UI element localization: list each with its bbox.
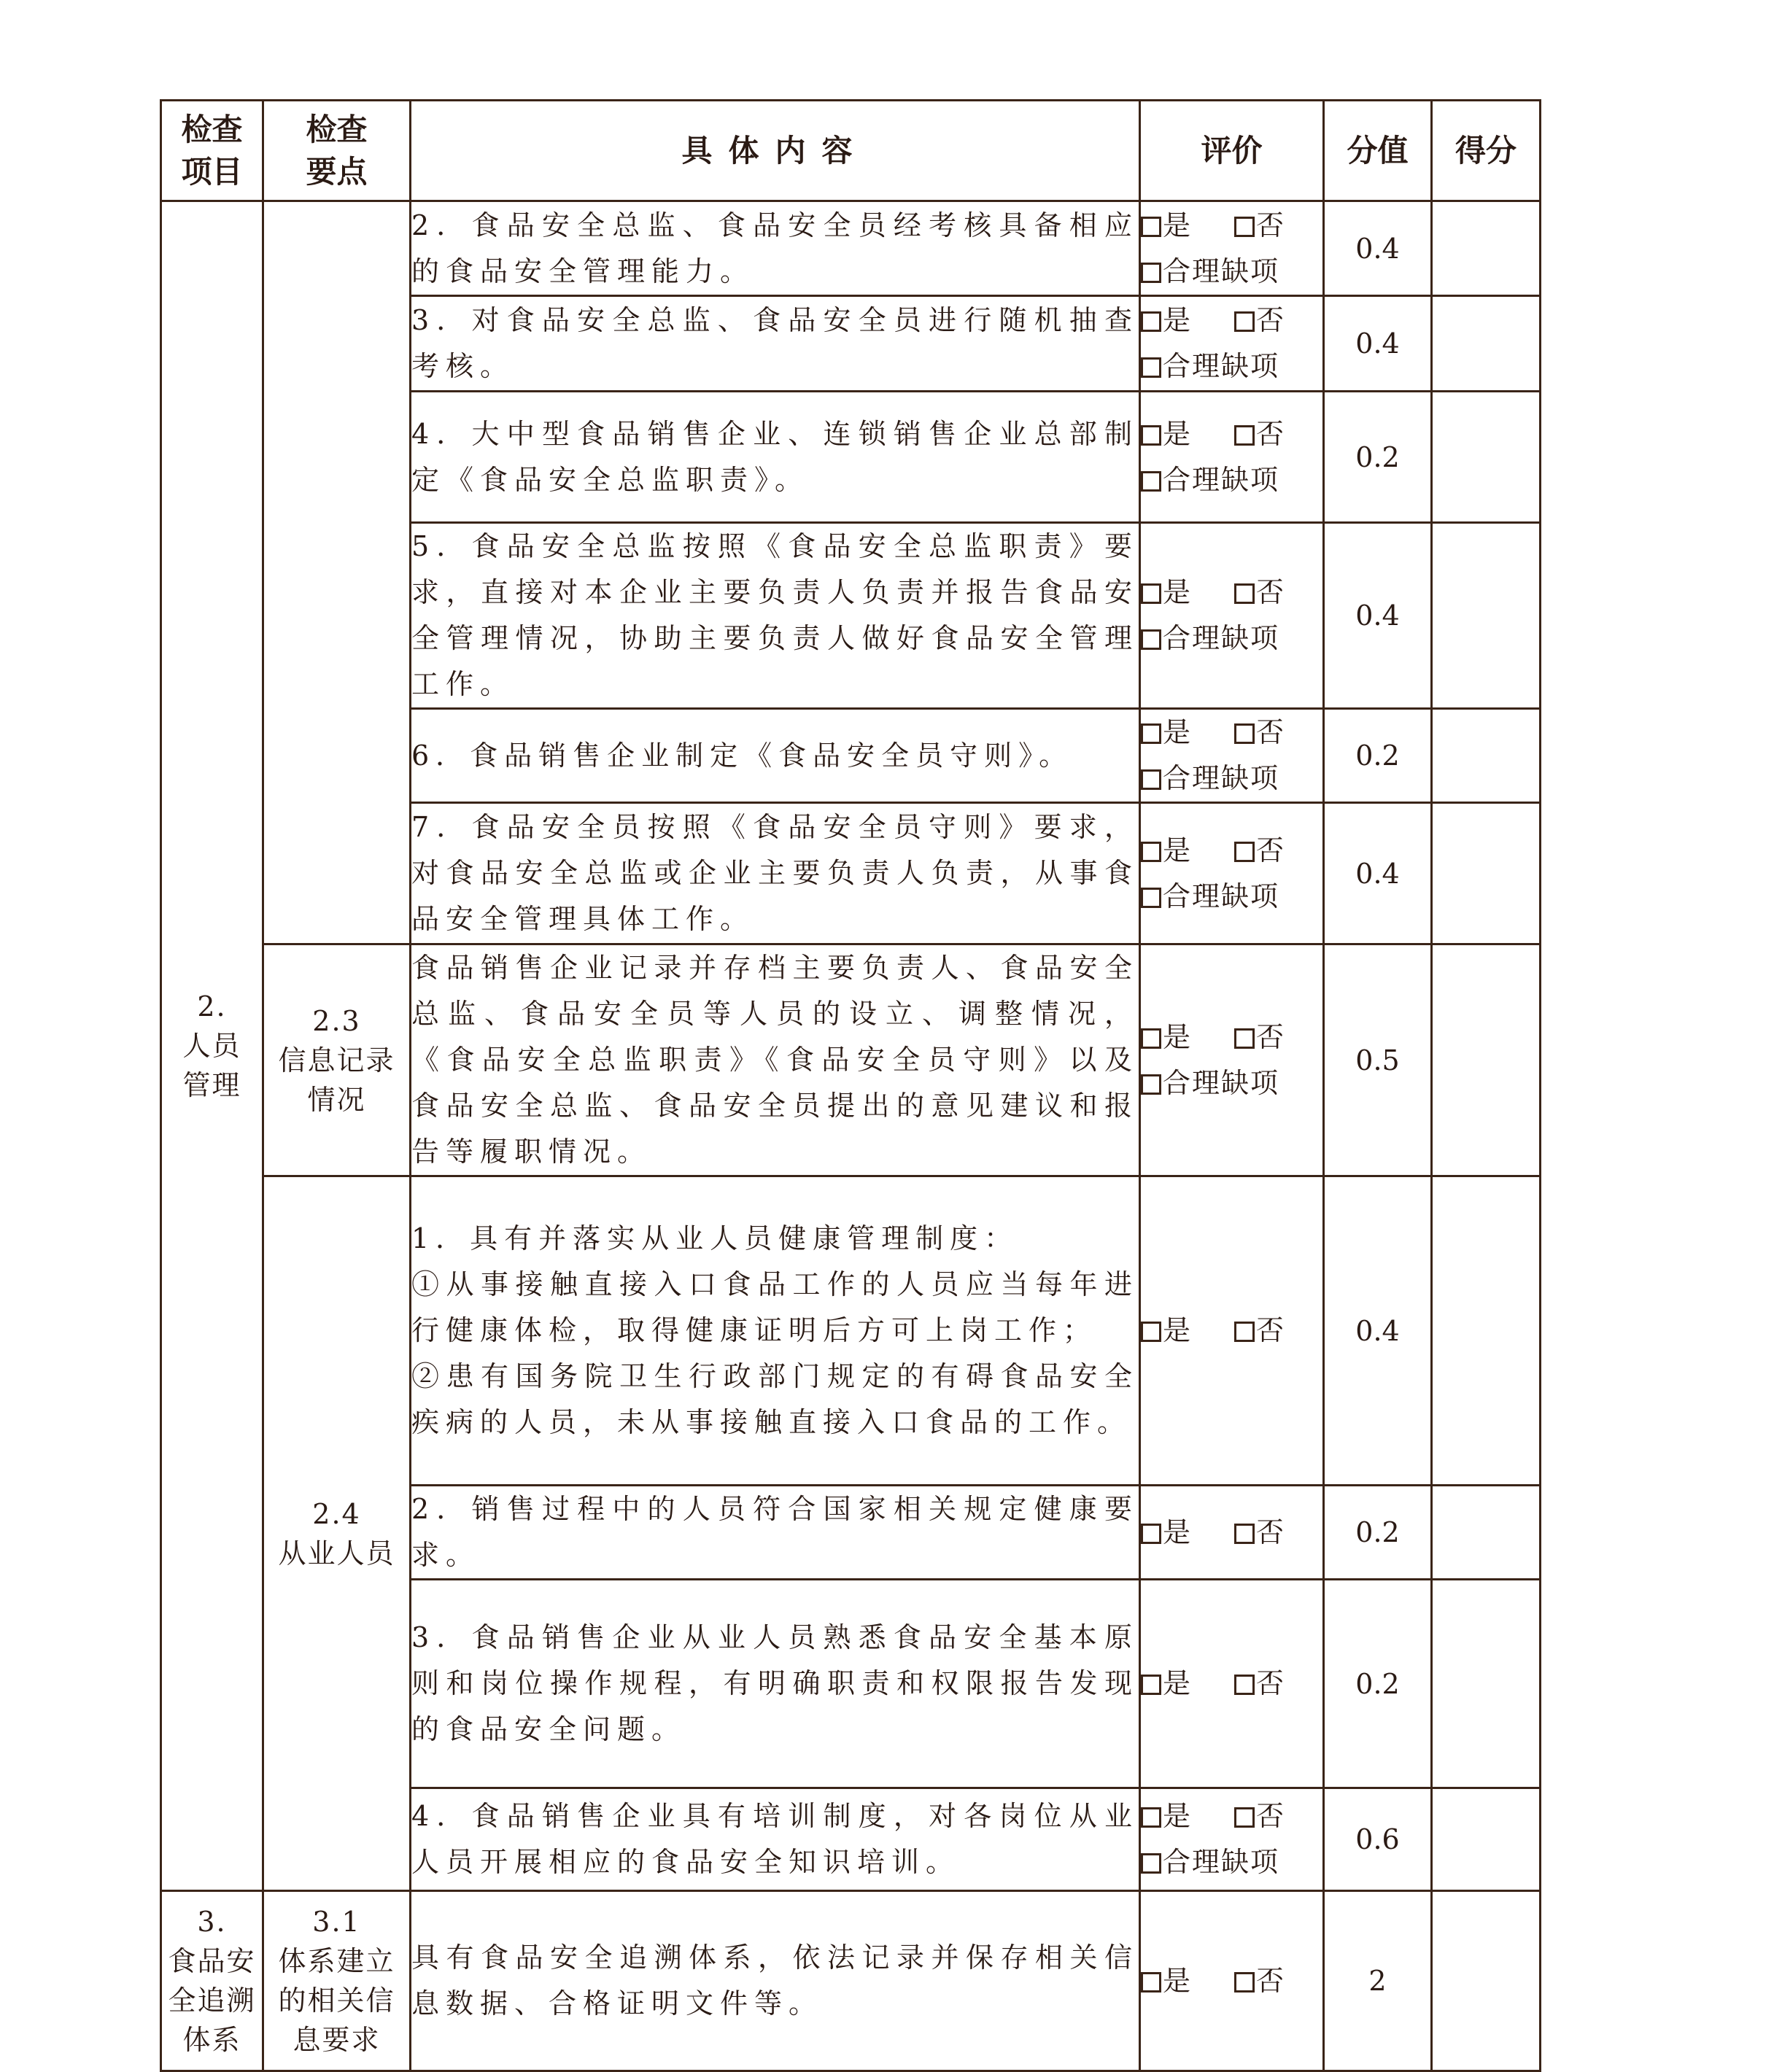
yes-checkbox[interactable]: 是 [1141,1661,1192,1707]
no-checkbox[interactable]: 否 [1234,710,1285,756]
no-checkbox[interactable]: 否 [1234,1661,1285,1707]
yes-checkbox[interactable]: 是 [1141,710,1192,756]
group-personnel-management: 2. 人员 管理 [161,201,263,1891]
yes-checkbox[interactable]: 是 [1141,1014,1192,1060]
score-value: 0.4 [1324,803,1432,944]
yes-checkbox[interactable]: 是 [1141,1793,1192,1839]
yes-checkbox[interactable]: 是 [1141,570,1192,616]
score-value: 2 [1324,1891,1432,2071]
no-checkbox[interactable]: 否 [1234,1958,1285,2004]
obtained-score-cell[interactable] [1432,296,1541,392]
score-value: 0.4 [1324,1176,1432,1486]
row-content: 3．食品销售企业从业人员熟悉食品安全基本原则和岗位操作规程，有明确职责和权限报告发现的食品安全问题。 [411,1580,1140,1788]
obtained-score-cell[interactable] [1432,1486,1541,1580]
obtained-score-cell[interactable] [1432,201,1541,296]
obtained-score-cell[interactable] [1432,944,1541,1176]
row-content: 6．食品销售企业制定《食品安全员守则》。 [411,709,1140,803]
header-check-item: 检查 项目 [161,101,263,201]
obtained-score-cell[interactable] [1432,1788,1541,1891]
yes-checkbox[interactable]: 是 [1141,1308,1192,1354]
obtained-score-cell[interactable] [1432,392,1541,523]
no-checkbox[interactable]: 否 [1234,411,1285,457]
na-checkbox[interactable]: 合理缺项 [1141,1839,1279,1885]
obtained-score-cell[interactable] [1432,523,1541,709]
table-row [161,1891,1541,2071]
evaluation-options [1140,296,1324,392]
point-info-record: 2.3 信息记录 情况 [263,944,411,1176]
yes-checkbox[interactable]: 是 [1141,203,1192,249]
yes-checkbox[interactable]: 是 [1141,1958,1192,2004]
table-row [161,1176,1541,1486]
evaluation-options [1140,1891,1324,2071]
na-checkbox[interactable]: 合理缺项 [1141,874,1279,920]
no-checkbox[interactable]: 否 [1234,298,1285,344]
row-content: 7．食品安全员按照《食品安全员守则》要求，对食品安全总监或企业主要负责人负责，从事食品安全管理具体工作。 [411,803,1140,944]
na-checkbox[interactable]: 合理缺项 [1141,756,1279,802]
header-row [161,101,1541,201]
evaluation-options [1140,523,1324,709]
evaluation-options [1140,709,1324,803]
obtained-score-cell[interactable] [1432,1176,1541,1486]
obtained-score-cell[interactable] [1432,1891,1541,2071]
row-content: 2．销售过程中的人员符合国家相关规定健康要求。 [411,1486,1140,1580]
row-content: 5．食品安全总监按照《食品安全总监职责》要求，直接对本企业主要负责人负责并报告食品安全管理情况，协助主要负责人做好食品安全管理工作。 [411,523,1140,709]
no-checkbox[interactable]: 否 [1234,1308,1285,1354]
na-checkbox[interactable]: 合理缺项 [1141,1060,1279,1106]
table-row [161,201,1541,296]
no-checkbox[interactable]: 否 [1234,570,1285,616]
score-value: 0.4 [1324,201,1432,296]
header-score: 分值 [1324,101,1432,201]
row-content: 4．食品销售企业具有培训制度，对各岗位从业人员开展相应的食品安全知识培训。 [411,1788,1140,1891]
evaluation-options [1140,803,1324,944]
score-value: 0.2 [1324,709,1432,803]
no-checkbox[interactable]: 否 [1234,1014,1285,1060]
point-practitioners: 2.4 从业人员 [263,1176,411,1891]
no-checkbox[interactable]: 否 [1234,1793,1285,1839]
evaluation-options [1140,1486,1324,1580]
score-value: 0.2 [1324,1580,1432,1788]
yes-checkbox[interactable]: 是 [1141,298,1192,344]
point-system-establishment: 3.1 体系建立 的相关信 息要求 [263,1891,411,2071]
na-checkbox[interactable]: 合理缺项 [1141,249,1279,295]
na-checkbox[interactable]: 合理缺项 [1141,344,1279,389]
evaluation-options [1140,1176,1324,1486]
obtained-score-cell[interactable] [1432,709,1541,803]
obtained-score-cell[interactable] [1432,803,1541,944]
score-value: 0.2 [1324,392,1432,523]
na-checkbox[interactable]: 合理缺项 [1141,457,1279,503]
row-content: 1．具有并落实从业人员健康管理制度： ①从事接触直接入口食品工作的人员应当每年进行健康体检，取得健康证明后方可上岗工作； ②患有国务院卫生行政部门规定的有碍食品安全疾病的人员，未从事接触直接入口食品的工作。 [411,1176,1140,1486]
evaluation-options [1140,1580,1324,1788]
row-content: 2．食品安全总监、食品安全员经考核具备相应的食品安全管理能力。 [411,201,1140,296]
row-content: 具有食品安全追溯体系，依法记录并保存相关信息数据、合格证明文件等。 [411,1891,1140,2071]
row-content: 食品销售企业记录并存档主要负责人、食品安全总监、食品安全员等人员的设立、调整情况，《食品安全总监职责》《食品安全员守则》以及食品安全总监、食品安全员提出的意见建议和报告等履职情况。 [411,944,1140,1176]
group-traceability-system: 3. 食品安 全追溯 体系 [161,1891,263,2071]
header-obtained: 得分 [1432,101,1541,201]
score-value: 0.4 [1324,523,1432,709]
yes-checkbox[interactable]: 是 [1141,828,1192,874]
row-content: 4．大中型食品销售企业、连锁销售企业总部制定《食品安全总监职责》。 [411,392,1140,523]
score-value: 0.4 [1324,296,1432,392]
header-check-point: 检查 要点 [263,101,411,201]
score-value: 0.2 [1324,1486,1432,1580]
evaluation-options [1140,201,1324,296]
yes-checkbox[interactable]: 是 [1141,1510,1192,1556]
score-value: 0.6 [1324,1788,1432,1891]
table-row [161,944,1541,1176]
obtained-score-cell[interactable] [1432,1580,1541,1788]
inspection-checklist-table [160,99,1541,2072]
yes-checkbox[interactable]: 是 [1141,411,1192,457]
no-checkbox[interactable]: 否 [1234,828,1285,874]
header-content: 具体内容 [411,101,1140,201]
row-content: 3．对食品安全总监、食品安全员进行随机抽查考核。 [411,296,1140,392]
no-checkbox[interactable]: 否 [1234,203,1285,249]
evaluation-options [1140,392,1324,523]
evaluation-options [1140,1788,1324,1891]
evaluation-options [1140,944,1324,1176]
na-checkbox[interactable]: 合理缺项 [1141,616,1279,661]
point-empty [263,201,411,944]
no-checkbox[interactable]: 否 [1234,1510,1285,1556]
score-value: 0.5 [1324,944,1432,1176]
header-evaluation: 评价 [1140,101,1324,201]
